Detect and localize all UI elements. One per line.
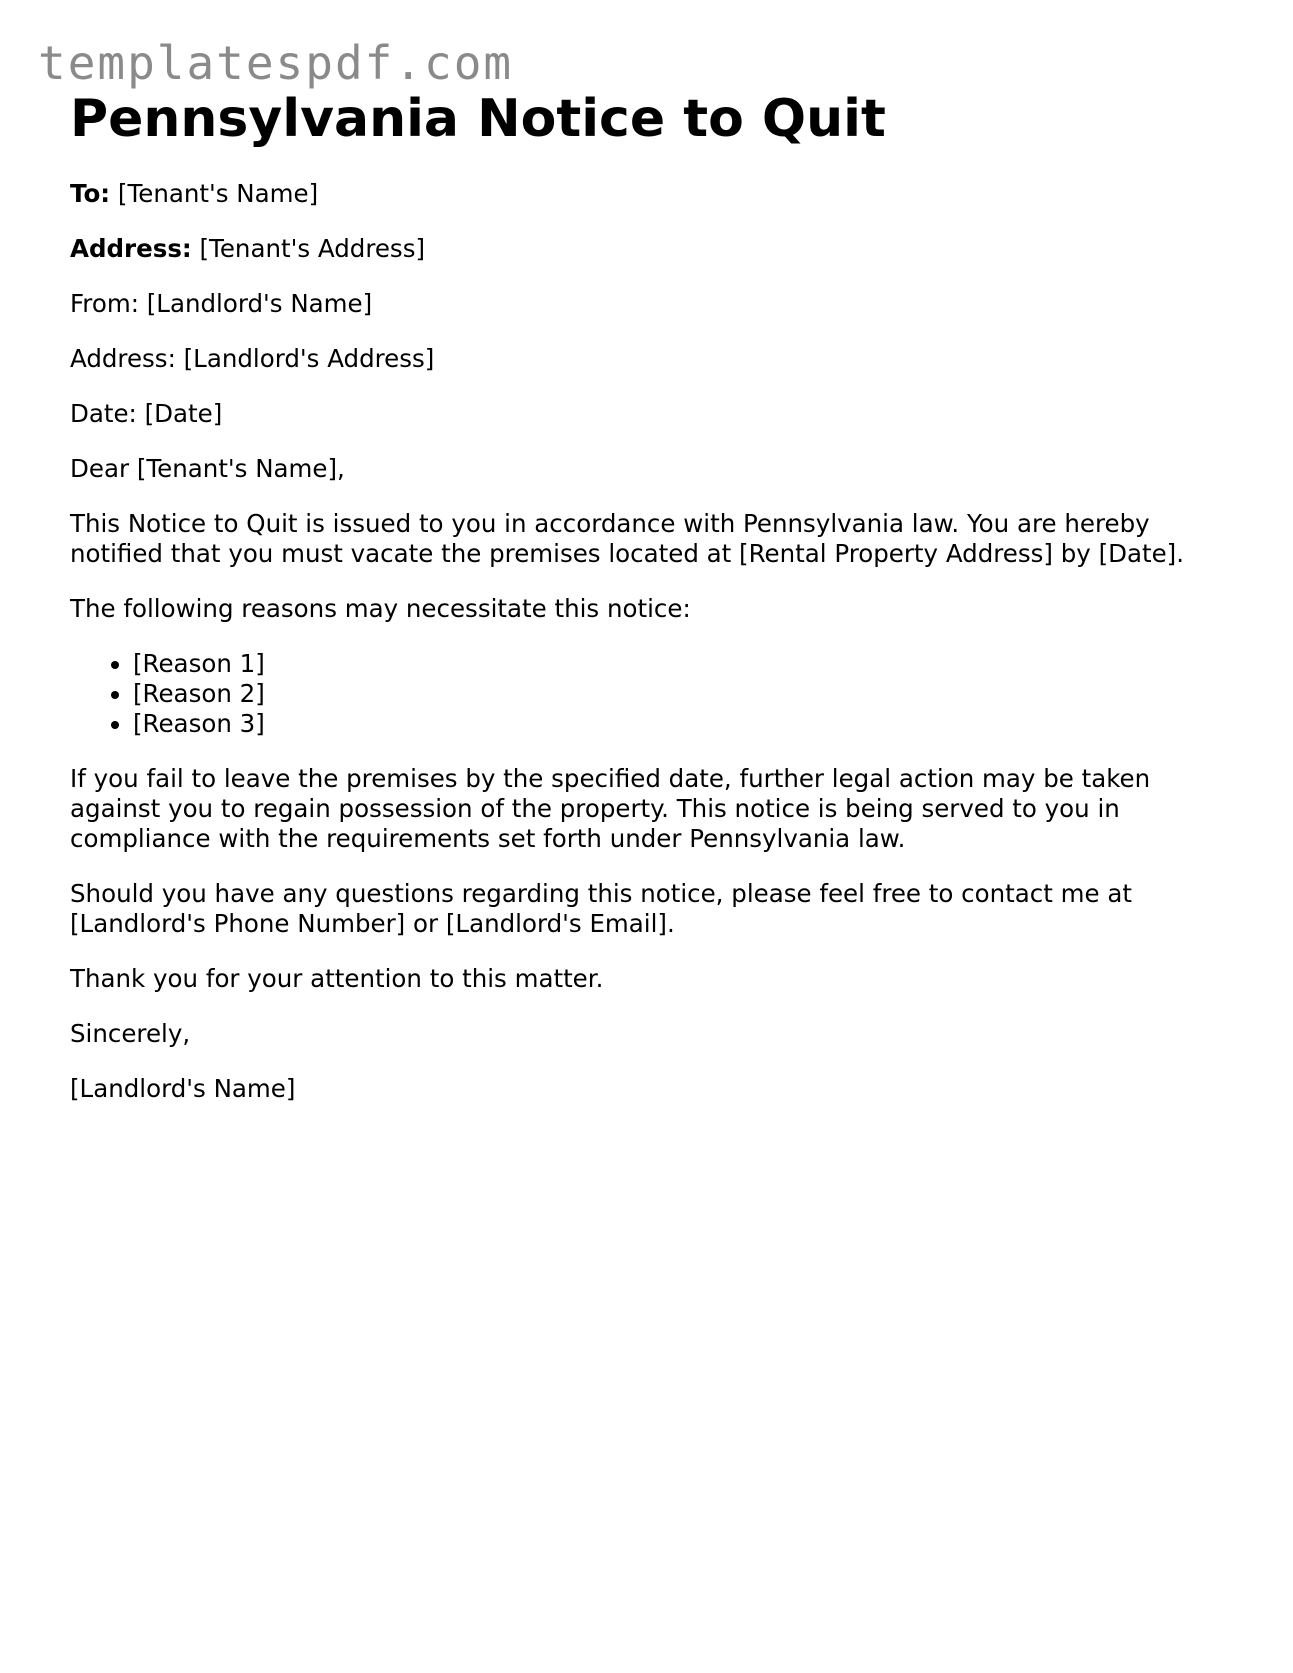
reasons-intro: The following reasons may necessitate this notice: xyxy=(70,594,691,623)
document-body xyxy=(70,179,1240,1104)
reason-item: • [Reason 3] xyxy=(133,709,1240,739)
tenant-address-line xyxy=(70,234,1240,264)
reasons-list xyxy=(70,649,1240,739)
to-line xyxy=(70,179,1240,209)
to-label: To: xyxy=(70,179,111,208)
contact-paragraph: Should you have any questions regarding this notice, please feel free to contact me at [Landlord's Phone Number] or [Landlord's Email]. xyxy=(70,879,1132,938)
closing-thanks: Thank you for your attention to this matter. xyxy=(70,964,604,993)
from-line: From: [Landlord's Name] xyxy=(70,289,373,318)
notice-paragraph: This Notice to Quit is issued to you in accordance with Pennsylvania law. You are hereby notified that you must vacate the premises located at [Rental Property Address] by [Date]. xyxy=(70,509,1185,568)
tenant-address-value: [Tenant's Address] xyxy=(199,234,426,263)
sign-off: Sincerely, xyxy=(70,1019,191,1048)
salutation: Dear [Tenant's Name], xyxy=(70,454,345,483)
tenant-address-label: Address: xyxy=(70,234,192,263)
reason-item: • [Reason 1] xyxy=(133,649,1240,679)
landlord-address-line: Address: [Landlord's Address] xyxy=(70,344,435,373)
date-line: Date: [Date] xyxy=(70,399,223,428)
signature-name: [Landlord's Name] xyxy=(70,1074,296,1103)
reason-item: • [Reason 2] xyxy=(133,679,1240,709)
notice-document xyxy=(70,88,1240,1129)
legal-action-paragraph: If you fail to leave the premises by the specified date, further legal action may be taken against you to regain possession of the property. This notice is being served to you in compliance with the requirements set forth under Pennsylvania law. xyxy=(70,764,1151,853)
watermark-logo: templatespdf.com xyxy=(38,36,514,90)
to-value: [Tenant's Name] xyxy=(117,179,319,208)
document-title: Pennsylvania Notice to Quit xyxy=(70,89,886,149)
